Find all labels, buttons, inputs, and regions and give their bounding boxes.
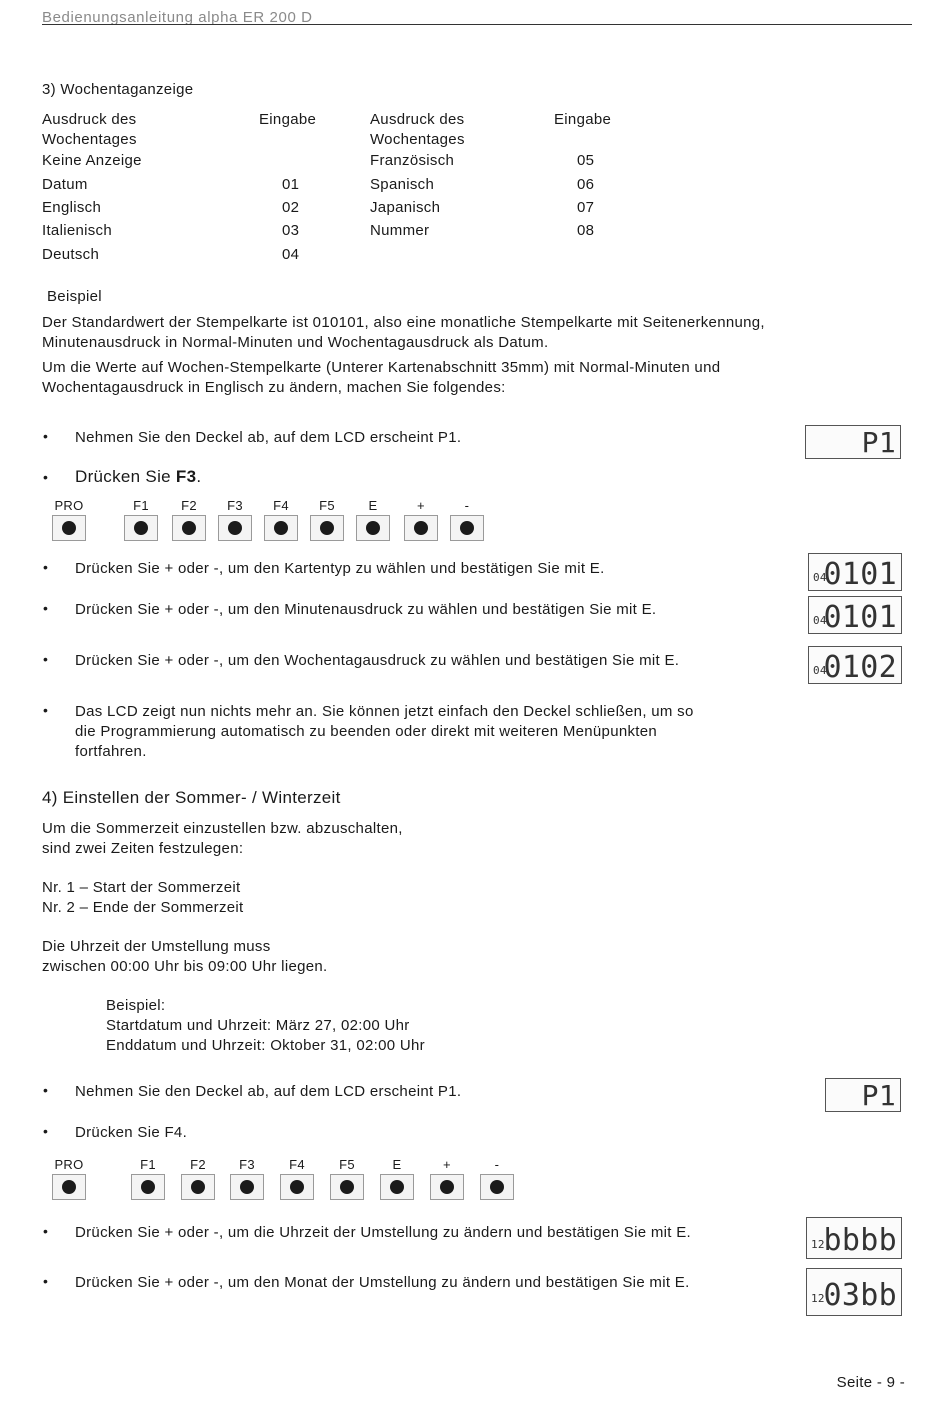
key-dot-icon bbox=[191, 1180, 205, 1194]
table-col1-header-line2: Wochentages bbox=[42, 131, 137, 148]
bullet-remove-cover: Nehmen Sie den Deckel ab, auf dem LCD erscheint P1. bbox=[75, 429, 462, 446]
bullet-select-weekday-print: Drücken Sie + oder -, um den Wochentagausdruck zu wählen und bestätigen Sie mit E. bbox=[75, 652, 680, 669]
table-col2-header: Eingabe bbox=[259, 111, 317, 128]
key-button-plus bbox=[430, 1174, 464, 1200]
key-label: F2 bbox=[190, 1157, 206, 1172]
table-row-label: Italienisch bbox=[42, 222, 113, 239]
lcd-display-minute-print bbox=[808, 596, 902, 634]
key-label: - bbox=[494, 1157, 500, 1172]
table-row-code: 07 bbox=[577, 199, 595, 216]
lcd-main-text: 0102 bbox=[823, 650, 897, 682]
table-row-code: 03 bbox=[282, 222, 300, 239]
key-label: F4 bbox=[289, 1157, 305, 1172]
bullet-dot: • bbox=[43, 1123, 49, 1139]
dst-time-rule-line2: zwischen 00:00 Uhr bis 09:00 Uhr liegen. bbox=[42, 958, 328, 975]
bullet-dot: • bbox=[43, 559, 49, 575]
key-dot-icon bbox=[182, 521, 196, 535]
lcd-display-card-type bbox=[808, 553, 902, 591]
bullet-select-minute-print: Drücken Sie + oder -, um den Minutenausdruck zu wählen und bestätigen Sie mit E. bbox=[75, 601, 657, 618]
section-3-title: 3) Wochentaganzeige bbox=[42, 81, 194, 98]
table-row-label: Englisch bbox=[42, 199, 102, 216]
key-dot-icon bbox=[134, 521, 148, 535]
key-dot-icon bbox=[62, 521, 76, 535]
table-col3-header-line1: Ausdruck des bbox=[370, 111, 465, 128]
key-button-f1 bbox=[124, 515, 158, 541]
key-label: + bbox=[417, 498, 425, 513]
dst-intro-line2: sind zwei Zeiten festzulegen: bbox=[42, 840, 244, 857]
key-dot-icon bbox=[141, 1180, 155, 1194]
bullet-change-switch-month: Drücken Sie + oder -, um den Monat der Umstellung zu ändern und bestätigen Sie mit E. bbox=[75, 1274, 690, 1291]
bullet-dot: • bbox=[43, 600, 49, 616]
bullet-press-f3: Drücken Sie F3. bbox=[75, 467, 202, 486]
key-button-pro bbox=[52, 1174, 86, 1200]
lcd-text: P1 bbox=[861, 426, 896, 457]
bullet-dot: • bbox=[43, 1273, 49, 1289]
key-label: F5 bbox=[339, 1157, 355, 1172]
table-col4-header: Eingabe bbox=[554, 111, 612, 128]
table-row-code: 08 bbox=[577, 222, 595, 239]
key-label: F1 bbox=[133, 498, 149, 513]
bullet-dot: • bbox=[43, 702, 49, 718]
key-button-plus bbox=[404, 515, 438, 541]
key-label: F2 bbox=[181, 498, 197, 513]
key-button-f5 bbox=[310, 515, 344, 541]
key-dot-icon bbox=[390, 1180, 404, 1194]
key-button-f4 bbox=[264, 515, 298, 541]
table-row-label: Spanisch bbox=[370, 176, 435, 193]
table-row-label: Französisch bbox=[370, 152, 455, 169]
lcd-small-text: 04 bbox=[813, 614, 827, 627]
lcd-main-text: 03bb bbox=[823, 1278, 897, 1313]
bullet-dot: • bbox=[43, 1223, 49, 1239]
key-button-e bbox=[356, 515, 390, 541]
key-label: - bbox=[464, 498, 470, 513]
lcd-display-p1 bbox=[805, 425, 901, 459]
key-button-e bbox=[380, 1174, 414, 1200]
table-row-label: Deutsch bbox=[42, 246, 100, 263]
key-dot-icon bbox=[290, 1180, 304, 1194]
key-dot-icon bbox=[240, 1180, 254, 1194]
key-button-f5 bbox=[330, 1174, 364, 1200]
key-button-f4 bbox=[280, 1174, 314, 1200]
table-row-code: 05 bbox=[577, 152, 595, 169]
key-dot-icon bbox=[440, 1180, 454, 1194]
key-dot-icon bbox=[460, 521, 474, 535]
table-row-code: 01 bbox=[282, 176, 300, 193]
lcd-main-text: 0101 bbox=[823, 557, 897, 589]
dst-example-end: Enddatum und Uhrzeit: Oktober 31, 02:00 Uhr bbox=[106, 1037, 425, 1054]
key-button-f3 bbox=[230, 1174, 264, 1200]
key-dot-icon bbox=[414, 521, 428, 535]
table-row-code: 04 bbox=[282, 246, 300, 263]
key-label: + bbox=[443, 1157, 451, 1172]
bullet-remove-cover-2: Nehmen Sie den Deckel ab, auf dem LCD erscheint P1. bbox=[75, 1083, 462, 1100]
bullet-dot: • bbox=[43, 428, 49, 444]
bullet-press-f4: Drücken Sie F4. bbox=[75, 1124, 188, 1141]
key-label: F3 bbox=[227, 498, 243, 513]
key-button-f2 bbox=[172, 515, 206, 541]
dst-start-item: Nr. 1 – Start der Sommerzeit bbox=[42, 879, 241, 896]
key-dot-icon bbox=[366, 521, 380, 535]
key-label: PRO bbox=[54, 1157, 84, 1172]
dst-end-item: Nr. 2 – Ende der Sommerzeit bbox=[42, 899, 244, 916]
lcd-display-p1 bbox=[825, 1078, 901, 1112]
key-dot-icon bbox=[62, 1180, 76, 1194]
document-header-title: Bedienungsanleitung alpha ER 200 D bbox=[42, 9, 313, 26]
dst-time-rule-line1: Die Uhrzeit der Umstellung muss bbox=[42, 938, 271, 955]
table-row-label: Datum bbox=[42, 176, 88, 193]
key-label: E bbox=[368, 498, 378, 513]
bullet-dot: • bbox=[43, 469, 49, 485]
key-dot-icon bbox=[320, 521, 334, 535]
lcd-text: P1 bbox=[861, 1079, 896, 1110]
key-button-minus bbox=[450, 515, 484, 541]
dst-intro-line1: Um die Sommerzeit einzustellen bzw. abzuschalten, bbox=[42, 820, 403, 837]
lcd-main-text: bbbb bbox=[823, 1223, 897, 1257]
section-4-title: 4) Einstellen der Sommer- / Winterzeit bbox=[42, 788, 341, 807]
lcd-small-text: 04 bbox=[813, 664, 827, 677]
key-label: E bbox=[392, 1157, 402, 1172]
bullet-select-card-type: Drücken Sie + oder -, um den Kartentyp zu wählen und bestätigen Sie mit E. bbox=[75, 560, 605, 577]
key-button-pro bbox=[52, 515, 86, 541]
lcd-small-text: 12 bbox=[811, 1238, 825, 1251]
lcd-small-text: 04 bbox=[813, 571, 827, 584]
default-value-paragraph: Der Standardwert der Stempelkarte ist 010101, also eine monatliche Stempelkarte mit Seitenerkennung, Minutenausdruck in Normal-Minuten und Wochentagausdruck als Datum. bbox=[42, 314, 765, 351]
bullet-lcd-empty: Das LCD zeigt nun nichts mehr an. Sie können jetzt einfach den Deckel schließen, um so die Programmierung automatisch zu beenden oder direkt mit weiteren Menüpunkten fortfahren. bbox=[75, 703, 694, 760]
key-button-f1 bbox=[131, 1174, 165, 1200]
key-dot-icon bbox=[274, 521, 288, 535]
lcd-small-text: 12 bbox=[811, 1292, 825, 1305]
lcd-display-weekday-print bbox=[808, 646, 902, 684]
key-button-f3 bbox=[218, 515, 252, 541]
key-button-minus bbox=[480, 1174, 514, 1200]
header-divider bbox=[42, 24, 912, 25]
key-label: F5 bbox=[319, 498, 335, 513]
page-number: Seite - 9 - bbox=[836, 1374, 905, 1391]
lcd-display-switch-time bbox=[806, 1217, 902, 1259]
key-button-f2 bbox=[181, 1174, 215, 1200]
dst-example-label: Beispiel: bbox=[106, 997, 166, 1014]
key-label: F1 bbox=[140, 1157, 156, 1172]
table-row-label: Nummer bbox=[370, 222, 430, 239]
table-col1-header-line1: Ausdruck des bbox=[42, 111, 137, 128]
lcd-display-switch-month bbox=[806, 1268, 902, 1316]
key-dot-icon bbox=[228, 521, 242, 535]
key-dot-icon bbox=[490, 1180, 504, 1194]
example-label: Beispiel bbox=[47, 288, 102, 305]
bullet-change-switch-time: Drücken Sie + oder -, um die Uhrzeit der Umstellung zu ändern und bestätigen Sie mit E. bbox=[75, 1224, 691, 1241]
instruction-paragraph: Um die Werte auf Wochen-Stempelkarte (Unterer Kartenabschnitt 35mm) mit Normal-Minuten und Wochentagausdruck in Englisch zu ändern, machen Sie folgendes: bbox=[42, 359, 721, 396]
table-row-label: Japanisch bbox=[370, 199, 441, 216]
key-label: F4 bbox=[273, 498, 289, 513]
table-col3-header-line2: Wochentages bbox=[370, 131, 465, 148]
key-label: F3 bbox=[239, 1157, 255, 1172]
table-row-code: 02 bbox=[282, 199, 300, 216]
bullet-dot: • bbox=[43, 651, 49, 667]
table-row-code: 06 bbox=[577, 176, 595, 193]
table-row-label: Keine Anzeige bbox=[42, 152, 142, 169]
key-dot-icon bbox=[340, 1180, 354, 1194]
dst-example-start: Startdatum und Uhrzeit: März 27, 02:00 Uhr bbox=[106, 1017, 410, 1034]
key-label: PRO bbox=[54, 498, 84, 513]
lcd-main-text: 0101 bbox=[823, 600, 897, 632]
bullet-dot: • bbox=[43, 1082, 49, 1098]
